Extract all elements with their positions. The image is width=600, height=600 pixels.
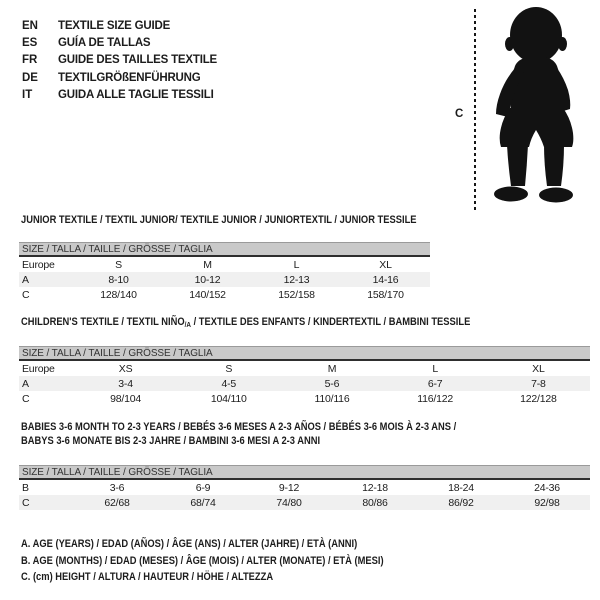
size-cell: 7-8: [487, 376, 590, 391]
table-row: [19, 391, 590, 406]
size-cell: 104/110: [210, 392, 247, 405]
height-measure-label: C: [455, 108, 464, 120]
table-row: [19, 495, 590, 510]
size-cell: 140/152: [189, 288, 226, 301]
size-cell: 5-6: [280, 376, 383, 391]
size-cell: 6-7: [384, 376, 487, 391]
size-header-bar: SIZE / TALLA / TAILLE / GRÖSSE / TAGLIA: [19, 347, 590, 361]
language-code: DE: [22, 71, 38, 84]
size-cell: 14-16: [341, 272, 430, 287]
size-cell: 92/98: [504, 495, 590, 510]
language-title: TEXTILE SIZE GUIDE: [58, 19, 171, 32]
size-cell: 122/128: [520, 392, 557, 405]
table-row: [19, 360, 590, 376]
size-cell: L: [293, 258, 300, 271]
table-header-row: [19, 243, 430, 257]
size-cell: 4-5: [177, 376, 280, 391]
size-cell: 18-24: [448, 481, 474, 494]
size-cell: 62/68: [74, 495, 160, 510]
table-row: [19, 376, 590, 391]
size-cell: 80/86: [332, 495, 418, 510]
footnote-a: A. AGE (YEARS) / EDAD (AÑOS) / ÂGE (ANS) / ALTER (JAHRE) / ETÀ (ANNI): [21, 538, 358, 550]
language-code: FR: [22, 54, 38, 67]
size-cell: XS: [118, 362, 133, 375]
language-code: EN: [22, 19, 38, 32]
size-cell: 116/122: [417, 392, 454, 405]
babies-title-line1: BABIES 3-6 MONTH TO 2-3 YEARS / BEBÉS 3-6 MESES A 2-3 AÑOS / BÉBÉS 3-6 MOIS À 2-3 ANS /: [21, 421, 457, 433]
table-row: [19, 287, 430, 302]
height-measure-line: [474, 9, 476, 211]
row-label: C: [22, 288, 30, 301]
table-row: [19, 256, 430, 272]
language-row: [22, 86, 217, 103]
footnotes: [21, 536, 448, 586]
row-label: A: [19, 376, 74, 391]
footnote-b: B. AGE (MONTHS) / EDAD (MESES) / ÂGE (MOIS) / ALTER (MONATE) / ETÀ (MESI): [21, 554, 384, 567]
size-cell: L: [432, 362, 438, 375]
footnote-c: C. (cm) HEIGHT / ALTURA / HAUTEUR / HÖHE / ALTEZZA: [21, 571, 274, 583]
size-cell: S: [115, 258, 122, 271]
size-cell: XL: [532, 362, 545, 375]
size-cell: 98/104: [110, 392, 142, 405]
size-cell: 68/74: [160, 495, 246, 510]
size-cell: M: [327, 362, 337, 375]
row-label: C: [22, 392, 30, 405]
row-label: A: [19, 272, 74, 287]
size-cell: 110/116: [314, 392, 350, 405]
language-title: TEXTILGRÖßENFÜHRUNG: [58, 71, 201, 84]
language-code: IT: [22, 88, 33, 101]
size-cell: 12-13: [252, 272, 341, 287]
table-header-row: [19, 347, 590, 361]
language-row: [22, 52, 217, 69]
children-size-table: [19, 346, 590, 406]
size-cell: 9-12: [278, 481, 300, 494]
size-cell: 10-12: [163, 272, 252, 287]
size-cell: 3-6: [109, 481, 125, 494]
size-cell: 74/80: [246, 495, 332, 510]
language-title: GUIDA ALLE TAGLIE TESSILI: [58, 88, 214, 101]
babies-section-title: [21, 420, 456, 448]
language-list: [22, 17, 217, 103]
children-title-suffix: / TEXTILE DES ENFANTS / KINDERTEXTIL / BAMBINI TESSILE: [190, 316, 471, 328]
junior-size-table: [19, 242, 430, 302]
language-title: GUÍA DE TALLAS: [58, 36, 151, 49]
babies-title-line2: BABYS 3-6 MONATE BIS 2-3 JAHRE / BAMBINI 3-6 MESI A 2-3 ANNI: [21, 435, 321, 447]
row-label: B: [22, 481, 29, 494]
size-cell: 3-4: [74, 376, 177, 391]
size-cell: 12-18: [362, 481, 388, 494]
size-header-bar: SIZE / TALLA / TAILLE / GRÖSSE / TAGLIA: [19, 243, 430, 257]
size-cell: 128/140: [100, 288, 137, 301]
row-label: Europe: [22, 258, 55, 271]
size-cell: S: [225, 362, 233, 375]
table-row: [19, 272, 430, 287]
language-row: [22, 34, 217, 51]
language-code: ES: [22, 36, 38, 49]
children-title-subscript: /A: [184, 320, 191, 329]
junior-section-title: JUNIOR TEXTILE / TEXTIL JUNIOR/ TEXTILE JUNIOR / JUNIORTEXTIL / JUNIOR TESSILE: [21, 214, 417, 226]
children-section-title: [21, 315, 470, 332]
size-cell: XL: [379, 258, 392, 271]
size-cell: 86/92: [418, 495, 504, 510]
size-header-bar: SIZE / TALLA / TAILLE / GRÖSSE / TAGLIA: [19, 466, 590, 480]
row-label: Europe: [22, 362, 55, 375]
babies-size-table: [19, 465, 590, 510]
size-cell: 8-10: [74, 272, 163, 287]
language-row: [22, 17, 217, 34]
language-row: [22, 69, 217, 86]
size-cell: M: [203, 258, 212, 271]
table-row: [19, 479, 590, 495]
table-header-row: [19, 466, 590, 480]
children-title-prefix: CHILDREN'S TEXTILE / TEXTIL NIÑO: [21, 316, 185, 328]
size-cell: 152/158: [278, 288, 315, 301]
size-cell: 24-36: [534, 481, 560, 494]
baby-silhouette-icon: [482, 6, 594, 206]
row-label: C: [19, 495, 74, 510]
size-cell: 158/170: [367, 288, 404, 301]
language-title: GUIDE DES TAILLES TEXTILE: [58, 54, 217, 67]
size-cell: 6-9: [195, 481, 211, 494]
